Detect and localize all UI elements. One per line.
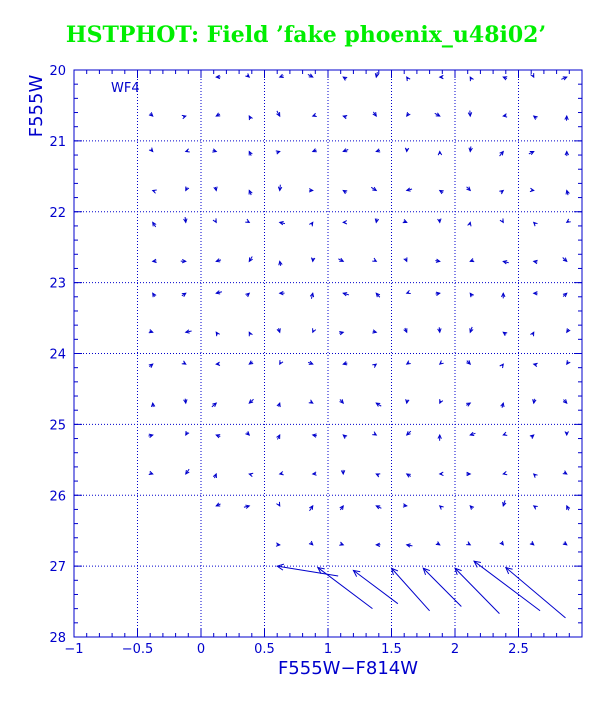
residual-vector (313, 149, 317, 152)
residual-vector (404, 257, 407, 261)
residual-vector (466, 542, 470, 545)
x-tick-label: 1 (323, 642, 333, 657)
residual-vector (343, 221, 347, 224)
residual-vector (407, 431, 411, 435)
residual-vector (372, 432, 376, 435)
residual-vector (565, 152, 568, 157)
residual-vector (470, 293, 473, 297)
residual-vector (407, 112, 411, 116)
x-tick-label: 2 (450, 642, 460, 657)
residual-vector (403, 504, 407, 507)
residual-vector (182, 293, 186, 296)
residual-vector (440, 75, 444, 78)
residual-vector (567, 219, 571, 222)
chip-annotation: WF4 (111, 81, 140, 96)
residual-vector (153, 293, 156, 297)
residual-vector (186, 149, 190, 152)
vector-layer (148, 72, 570, 618)
residual-vector (186, 431, 189, 435)
residual-vector (343, 361, 347, 364)
y-tick-label: 21 (49, 134, 66, 150)
residual-vector (216, 435, 220, 438)
x-tick-label: 0.5 (254, 642, 275, 657)
residual-vector (276, 151, 280, 154)
long-vector (392, 568, 430, 611)
residual-vector (216, 113, 220, 116)
y-tick-label: 23 (49, 276, 66, 292)
vector-head (186, 186, 189, 190)
y-tick-label: 22 (49, 205, 66, 221)
residual-vector (466, 403, 470, 406)
y-tick-label: 24 (49, 347, 66, 363)
residual-vector (309, 541, 313, 545)
residual-vector (371, 187, 376, 190)
residual-vector (534, 363, 538, 366)
vector-head (407, 290, 411, 293)
residual-vector (153, 190, 157, 193)
residual-vector (339, 331, 343, 334)
residual-vector (214, 187, 217, 191)
residual-vector (186, 186, 189, 190)
residual-vector (372, 364, 376, 368)
residual-vector (182, 361, 186, 364)
residual-vector (340, 506, 344, 510)
residual-vector (563, 399, 567, 403)
residual-vector (184, 399, 187, 403)
residual-vector (249, 361, 253, 365)
residual-vector (245, 293, 249, 297)
residual-vector (245, 431, 249, 435)
residual-vector (530, 332, 533, 336)
residual-vector (372, 330, 376, 333)
vector-head (245, 219, 249, 222)
residual-vector (245, 73, 249, 77)
residual-vector (280, 222, 285, 225)
residual-vector (244, 505, 249, 508)
residual-vector (212, 149, 216, 152)
residual-vector (278, 185, 281, 191)
residual-vector (343, 190, 347, 193)
residual-vector (249, 473, 253, 476)
residual-vector (276, 543, 280, 546)
residual-vector (406, 399, 409, 403)
residual-vector (567, 506, 570, 510)
vector-shaft (277, 566, 338, 576)
vector-head (534, 222, 538, 226)
residual-vector (440, 506, 444, 510)
residual-vector (213, 474, 216, 478)
y-tick-label: 28 (49, 631, 66, 646)
residual-vector (149, 471, 153, 474)
grid-layer (74, 70, 582, 637)
x-axis-label: F555W−F814W (277, 658, 419, 679)
vector-head (249, 332, 252, 336)
residual-vector (405, 148, 408, 152)
residual-vector (502, 293, 505, 298)
vector-head (440, 360, 444, 364)
residual-vector (563, 471, 567, 474)
residual-vector (533, 399, 536, 403)
residual-vector (534, 116, 538, 120)
residual-vector (563, 293, 567, 297)
residual-vector (343, 149, 348, 152)
residual-vector (151, 403, 154, 407)
residual-vector (277, 328, 280, 332)
residual-vector (534, 292, 538, 295)
residual-vector (436, 292, 440, 295)
residual-vector (440, 360, 444, 364)
residual-vector (313, 472, 317, 475)
residual-vector (466, 472, 470, 475)
residual-vector (339, 542, 343, 545)
residual-vector (470, 327, 473, 332)
residual-vector (376, 474, 380, 477)
residual-vector (213, 218, 216, 222)
y-tick-label: 27 (49, 560, 66, 576)
vector-head (372, 258, 376, 261)
residual-vector (216, 332, 219, 336)
residual-vector (372, 258, 376, 261)
vector-shaft (506, 568, 566, 618)
residual-vector (343, 293, 349, 296)
residual-vector (376, 543, 380, 546)
residual-vector (468, 222, 471, 226)
residual-vector (309, 222, 312, 226)
residual-vector (249, 256, 252, 261)
residual-vector (469, 146, 472, 151)
vector-head (372, 364, 376, 368)
y-axis-label: F555W (26, 74, 47, 138)
vector-head (440, 399, 443, 403)
residual-vector (503, 77, 507, 80)
residual-vector (503, 432, 507, 435)
x-tick-label: 2.5 (508, 642, 529, 657)
x-tick-label: −1 (64, 642, 84, 657)
residual-vector (503, 471, 507, 474)
residual-vector (373, 112, 376, 116)
residual-vector (311, 258, 314, 262)
residual-vector (501, 403, 504, 408)
residual-vector (276, 111, 279, 116)
vector-head (567, 219, 571, 222)
residual-vector (313, 328, 316, 332)
residual-vector (280, 471, 284, 474)
residual-vector (277, 435, 280, 439)
vector-shaft (392, 568, 430, 611)
residual-vector (153, 259, 157, 262)
residual-vector (341, 470, 344, 474)
y-tick-label: 25 (49, 418, 66, 434)
residual-vector (376, 506, 381, 509)
residual-vector (438, 435, 441, 441)
residual-vector (376, 149, 380, 152)
vector-head (280, 360, 283, 364)
vector-head (534, 474, 538, 478)
residual-vector (343, 77, 347, 80)
residual-vector (407, 474, 411, 477)
residual-vector (530, 188, 534, 191)
vector-head (213, 218, 216, 222)
residual-vector (500, 541, 504, 545)
residual-vector (563, 258, 567, 262)
residual-vector (249, 152, 252, 156)
vector-head (503, 471, 507, 474)
residual-vector (561, 77, 566, 80)
residual-vector (436, 541, 440, 544)
residual-vector (440, 472, 444, 475)
residual-vector (500, 218, 503, 222)
residual-vector (440, 399, 443, 403)
residual-vector (534, 474, 538, 478)
plot-frame (74, 70, 582, 637)
residual-vector (470, 432, 475, 435)
residual-vector (149, 148, 153, 152)
residual-vector (503, 114, 507, 117)
residual-vector (468, 111, 471, 117)
residual-vector (149, 329, 153, 332)
y-tick-label: 20 (49, 64, 66, 79)
vector-head (407, 77, 410, 81)
residual-vector (567, 328, 570, 332)
vector-head (309, 222, 312, 226)
residual-vector (530, 541, 534, 545)
residual-vector (216, 259, 221, 262)
residual-vector (435, 113, 440, 116)
residual-vector (216, 291, 222, 294)
residual-vector (186, 330, 192, 333)
residual-vector (376, 403, 381, 406)
residual-vector (280, 74, 284, 77)
vector-head (534, 506, 538, 509)
residual-vector (149, 112, 153, 116)
residual-vector (563, 541, 567, 545)
residual-vector (309, 400, 313, 403)
residual-vector (470, 506, 474, 510)
vector-head (376, 474, 380, 477)
residual-vector (530, 435, 534, 439)
residual-vector (500, 364, 504, 368)
residual-vector (309, 189, 313, 192)
residual-vector (276, 502, 279, 506)
residual-vector (470, 258, 474, 261)
residual-vector (407, 361, 411, 364)
residual-vector (466, 187, 470, 191)
vector-head (372, 432, 376, 435)
residual-vector (308, 361, 313, 364)
residual-vector (280, 291, 285, 294)
vector-head (440, 506, 444, 510)
residual-vector (340, 399, 344, 403)
residual-vector (249, 116, 252, 120)
vector-head (313, 328, 316, 332)
residual-vector (249, 332, 252, 336)
residual-vector (435, 259, 439, 262)
residual-vector (565, 431, 568, 435)
long-vector (353, 570, 397, 603)
vector-head (153, 190, 157, 193)
long-vector (506, 568, 566, 618)
residual-vector (216, 503, 220, 506)
residual-vector (470, 77, 473, 81)
residual-vector (567, 360, 570, 364)
y-tick-label: 26 (49, 489, 66, 505)
residual-vector (279, 261, 282, 265)
residual-vector (403, 219, 407, 222)
residual-vector (277, 403, 280, 407)
vector-head (500, 218, 503, 222)
residual-vector (313, 113, 317, 116)
residual-vector (308, 74, 313, 77)
residual-vector (149, 364, 153, 368)
residual-vector (566, 190, 569, 195)
vector-head (404, 257, 407, 261)
residual-vector (313, 434, 317, 437)
residual-vector (376, 293, 380, 297)
vector-shaft (423, 568, 461, 606)
vector-head (470, 258, 474, 261)
residual-vector (310, 293, 313, 299)
residual-vector (407, 77, 410, 81)
residual-vector (440, 190, 444, 193)
x-tick-label: 0 (196, 642, 206, 657)
residual-vector (338, 258, 343, 261)
residual-vector (529, 152, 534, 155)
x-tick-label: −0.5 (121, 642, 154, 657)
residual-vector (182, 115, 186, 118)
residual-vector (407, 290, 411, 293)
residual-vector (216, 75, 220, 78)
residual-vector (503, 261, 508, 264)
residual-vector (466, 360, 470, 364)
residual-vector (503, 332, 507, 336)
residual-vector (407, 188, 412, 191)
residual-vector (375, 218, 378, 222)
residual-vector (438, 152, 441, 156)
residual-vector (216, 362, 220, 365)
residual-vector (153, 222, 156, 227)
chart-title: HSTPHOT: Field ’fake phoenix_u48i02’ (65, 22, 547, 48)
residual-vector (565, 116, 568, 121)
residual-vector (343, 115, 347, 118)
residual-vector (245, 219, 249, 222)
residual-vector (534, 506, 538, 509)
long-vector (423, 568, 461, 606)
residual-vector (500, 152, 504, 157)
residual-vector (375, 72, 378, 77)
vector-shaft (353, 570, 397, 603)
residual-vector (438, 219, 441, 223)
residual-vector (534, 222, 538, 226)
residual-vector (186, 469, 189, 474)
residual-vector (249, 399, 253, 403)
residual-vector (499, 190, 503, 194)
vector-head (403, 219, 407, 222)
residual-vector (309, 506, 312, 511)
residual-vector (438, 327, 441, 332)
x-tick-label: 1.5 (381, 642, 402, 657)
residual-vector (534, 260, 538, 263)
residual-vector (407, 544, 413, 547)
residual-vector (249, 190, 252, 195)
vector-head (276, 502, 279, 506)
residual-vector (280, 360, 283, 364)
residual-vector (404, 328, 407, 332)
residual-vector (503, 500, 506, 506)
vector-head (500, 364, 504, 368)
residual-vector (343, 435, 347, 439)
residual-vector (184, 217, 187, 222)
residual-vector (148, 434, 152, 437)
residual-vector (181, 259, 186, 262)
residual-vector (212, 403, 216, 407)
